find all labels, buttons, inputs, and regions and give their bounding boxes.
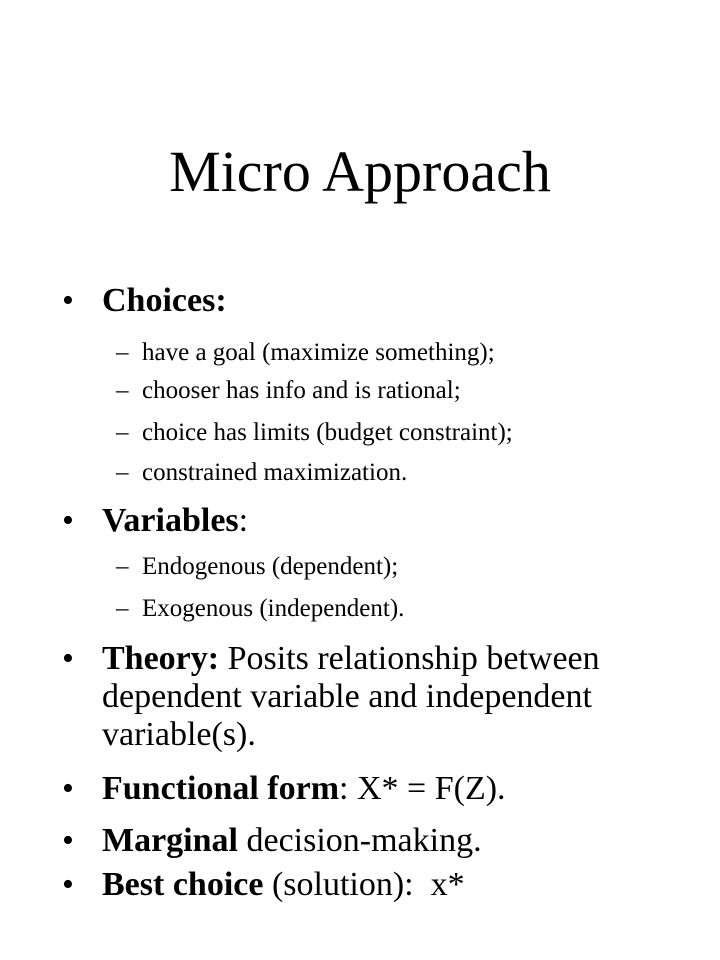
sub-item-text: constrained maximization. <box>142 459 408 486</box>
bullet-icon: • <box>62 640 74 677</box>
bullet-rest-text: Posits relationship between dependent variable and independent variable(s). <box>102 640 600 753</box>
bullet-bold-text: Choices: <box>102 282 227 319</box>
dash-icon: – <box>116 553 129 580</box>
sub-item-text: Exogenous (independent). <box>142 595 405 622</box>
bullet-rest-text: (solution): x* <box>263 866 465 903</box>
bullet-text <box>102 640 692 754</box>
bullet-icon: • <box>62 866 74 903</box>
dash-icon: – <box>116 377 129 404</box>
sub-item-text: chooser has info and is rational; <box>142 377 461 404</box>
bullet-rest-text: decision-making. <box>237 822 482 859</box>
dash-icon: – <box>116 339 129 366</box>
bullet-bold-text: Variables <box>102 502 239 539</box>
slide-title: Micro Approach <box>169 139 551 204</box>
bullet-icon: • <box>62 502 74 539</box>
bullet-icon: • <box>62 822 74 859</box>
dash-icon: – <box>116 419 129 446</box>
bullet-text <box>102 822 702 860</box>
bullet-icon: • <box>62 770 74 807</box>
dash-icon: – <box>116 459 129 486</box>
sub-item-text: Endogenous (dependent); <box>142 553 399 580</box>
bullet-rest-text: : <box>238 502 249 539</box>
bullet-text <box>102 502 702 540</box>
sub-item-text: have a goal (maximize something); <box>142 339 495 366</box>
dash-icon: – <box>116 595 129 622</box>
bullet-text <box>102 866 702 904</box>
bullet-rest-text: : X* = F(Z). <box>339 770 506 807</box>
bullet-bold-text: Marginal <box>102 822 238 859</box>
bullet-bold-text: Functional form <box>102 770 340 807</box>
sub-item-text: choice has limits (budget constraint); <box>142 419 513 446</box>
bullet-text <box>102 282 702 320</box>
bullet-text <box>102 770 702 808</box>
bullet-icon: • <box>62 282 74 319</box>
bullet-bold-text: Theory: <box>102 640 220 677</box>
bullet-bold-text: Best choice <box>102 866 264 903</box>
